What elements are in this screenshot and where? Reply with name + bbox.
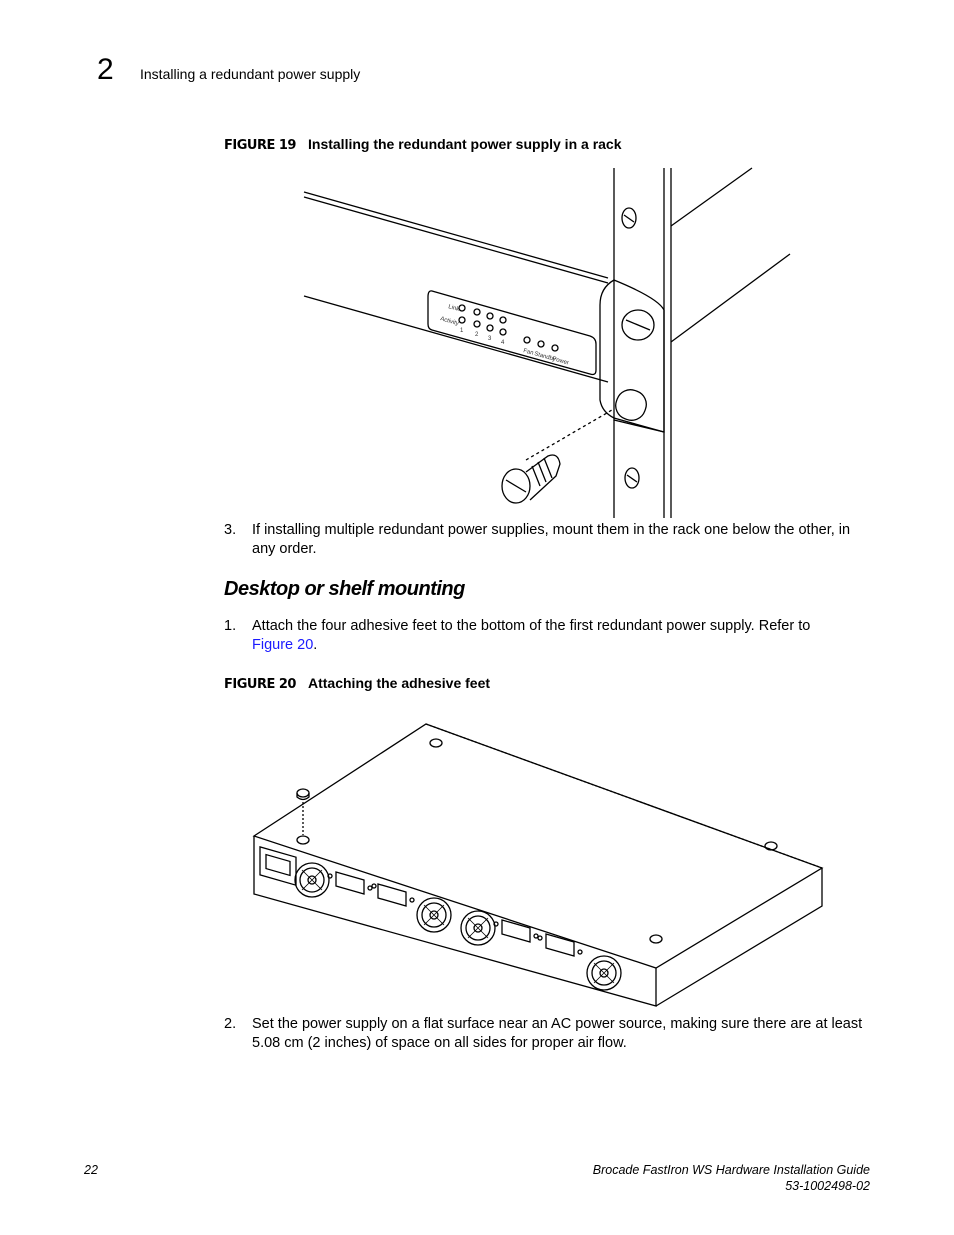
chapter-number: 2 [97,53,114,86]
connector [546,934,574,956]
led-label-standby: Standby [533,351,557,363]
led-label-1: 1 [460,328,464,334]
unit-right-face [656,868,822,1006]
step-1 [224,617,874,657]
step-1-period: . [313,637,318,653]
figure-20-label: FIGURE 20 [224,677,296,692]
step-3-number: 3. [224,522,237,538]
figure-19-label: FIGURE 19 [224,138,296,153]
unit-top-face [254,724,822,968]
foot-target-mark [297,836,309,844]
led-label-activity: Activity [439,316,460,328]
figure-20-illustration [250,718,830,1010]
front-panel [428,291,596,375]
led-label-4: 4 [501,340,505,346]
figure-20-link[interactable]: Figure 20 [252,637,314,653]
led-label-link: Link [447,304,460,313]
led-label-3: 3 [488,336,492,342]
adhesive-foot [297,789,309,797]
step-2-number: 2. [224,1016,237,1032]
footer-doc-number: 53-1002498-02 [785,1179,870,1193]
step-3-text-line1: If installing multiple redundant power supplies, mount them in the rack one below the other, in [252,522,851,538]
connector [336,872,364,894]
page-number: 22 [84,1163,98,1177]
device-top-edge [304,192,608,278]
fan [417,898,451,932]
step-2 [224,1015,874,1055]
fan [461,911,495,945]
fan [295,863,329,897]
mounting-bracket [600,280,664,432]
figure-19-caption [224,136,622,153]
footer-doc-title: Brocade FastIron WS Hardware Installation Guide [592,1163,870,1177]
step-2-text-line1: Set the power supply on a flat surface near an AC power source, making sure there are at least [252,1016,863,1032]
figure-20-title: Attaching the adhesive feet [308,675,491,691]
step-3 [224,521,874,561]
step-1-number: 1. [224,618,237,634]
led-label-fan: Fan [522,348,535,357]
figure-19-illustration [290,160,800,522]
section-heading: Desktop or shelf mounting [224,578,465,600]
chapter-title: Installing a redundant power supply [140,66,361,82]
connector [502,920,530,942]
step-1-text-line1: Attach the four adhesive feet to the bottom of the first redundant power supply. Refer to [252,618,811,634]
connector [378,884,406,906]
figure-19-title: Installing the redundant power supply in a rack [308,136,622,152]
led-label-power: Power [551,356,570,367]
figure-20-caption [224,675,490,692]
led-label-2: 2 [475,332,479,338]
unit-rear-face [254,836,656,1006]
fan [587,956,621,990]
step-2-text-line2: 5.08 cm (2 inches) of space on all sides for proper air flow. [252,1035,627,1051]
loose-screw [502,455,560,503]
step-3-text-line2: any order. [252,541,317,557]
